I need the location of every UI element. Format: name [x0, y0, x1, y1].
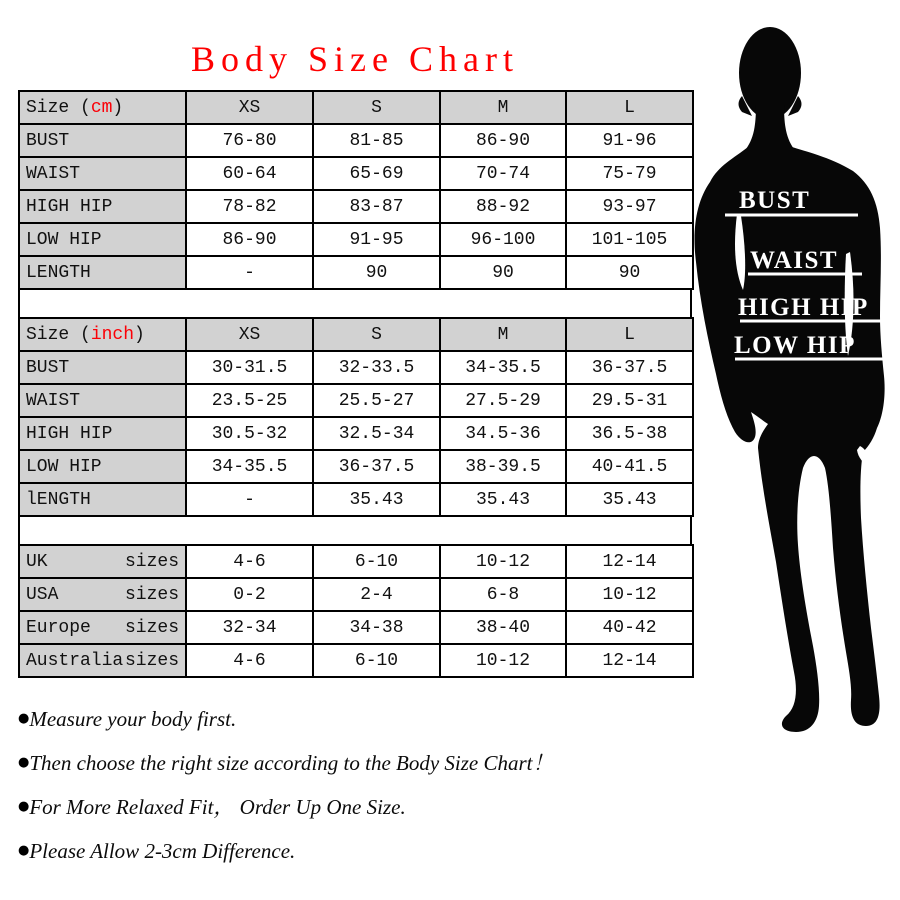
- note-text: Measure your body first.: [29, 707, 237, 731]
- table-cell: 88-92: [440, 190, 566, 223]
- table-cell: 30-31.5: [186, 351, 313, 384]
- note-text: Then choose the right size according to the Body Size Chart！: [29, 751, 554, 775]
- table-cell: 36-37.5: [313, 450, 440, 483]
- region-name: Europe: [26, 617, 91, 638]
- table-cell: 12-14: [566, 545, 693, 578]
- note-line: [18, 707, 678, 731]
- row-label: LOW HIP: [19, 223, 186, 256]
- table-cell: 4-6: [186, 644, 313, 677]
- table-cell: 91-96: [566, 124, 693, 157]
- col-header-xs: XS: [186, 91, 313, 124]
- table-row: [19, 91, 693, 124]
- size-table-cm: [18, 90, 694, 290]
- table-row: [19, 578, 693, 611]
- table-spacer: [18, 517, 692, 544]
- table-row: [19, 644, 693, 677]
- fit-notes: [18, 707, 678, 883]
- col-header-m: M: [440, 91, 566, 124]
- size-unit-header-cell: [19, 91, 186, 124]
- row-label: HIGH HIP: [19, 417, 186, 450]
- table-cell: 32.5-34: [313, 417, 440, 450]
- table-row: [19, 483, 693, 516]
- table-cell: 86-90: [186, 223, 313, 256]
- table-cell: 32-33.5: [313, 351, 440, 384]
- table-cell: 70-74: [440, 157, 566, 190]
- region-name: USA: [26, 584, 59, 605]
- table-cell: 35.43: [313, 483, 440, 516]
- table-cell: 2-4: [313, 578, 440, 611]
- table-cell: 90: [313, 256, 440, 289]
- col-header-xs: XS: [186, 318, 313, 351]
- region-label-cell: [19, 644, 186, 677]
- figure-label-waist: WAIST: [750, 247, 839, 274]
- size-label-close: ): [112, 97, 124, 118]
- sizes-word: sizes: [124, 650, 179, 671]
- sizes-word: sizes: [124, 584, 179, 605]
- table-cell: 4-6: [186, 545, 313, 578]
- table-cell: 36.5-38: [566, 417, 693, 450]
- table-cell: 10-12: [440, 545, 566, 578]
- table-row: [19, 545, 693, 578]
- sizes-word: sizes: [124, 617, 179, 638]
- table-cell: 10-12: [566, 578, 693, 611]
- table-cell: 83-87: [313, 190, 440, 223]
- table-cell: 35.43: [440, 483, 566, 516]
- table-cell: 10-12: [440, 644, 566, 677]
- region-name: Australia: [26, 650, 124, 671]
- figure-label-bust: BUST: [739, 187, 811, 214]
- table-cell: 32-34: [186, 611, 313, 644]
- row-label: LOW HIP: [19, 450, 186, 483]
- table-cell: 36-37.5: [566, 351, 693, 384]
- size-unit-header-cell: [19, 318, 186, 351]
- unit-label: inch: [90, 324, 135, 345]
- table-cell: 38-40: [440, 611, 566, 644]
- note-text: For More Relaxed Fit， Order Up One Size.: [29, 795, 406, 819]
- woman-silhouette-icon: [690, 0, 900, 760]
- note-text: Please Allow 2-3cm Difference.: [29, 839, 296, 863]
- row-label: BUST: [19, 124, 186, 157]
- table-cell: 38-39.5: [440, 450, 566, 483]
- table-row: [19, 256, 693, 289]
- note-line: [18, 795, 678, 819]
- table-cell: 29.5-31: [566, 384, 693, 417]
- table-cell: 96-100: [440, 223, 566, 256]
- size-label-close: ): [134, 324, 145, 345]
- table-row: [19, 417, 693, 450]
- col-header-l: L: [566, 91, 693, 124]
- table-cell: 30.5-32: [186, 417, 313, 450]
- table-cell: -: [186, 483, 313, 516]
- row-label: LENGTH: [19, 256, 186, 289]
- sizes-word: sizes: [124, 551, 179, 572]
- size-table-regions: [18, 544, 694, 678]
- region-label-cell: [19, 545, 186, 578]
- table-row: [19, 450, 693, 483]
- region-label-cell: [19, 578, 186, 611]
- table-cell: 90: [566, 256, 693, 289]
- table-cell: 76-80: [186, 124, 313, 157]
- table-cell: 65-69: [313, 157, 440, 190]
- table-cell: 34-35.5: [440, 351, 566, 384]
- table-cell: 93-97: [566, 190, 693, 223]
- table-row: [19, 223, 693, 256]
- table-cell: 60-64: [186, 157, 313, 190]
- figure-label-low-hip: LOW HIP: [734, 332, 856, 359]
- table-row: [19, 124, 693, 157]
- table-cell: 90: [440, 256, 566, 289]
- table-row: [19, 611, 693, 644]
- col-header-m: M: [440, 318, 566, 351]
- bullet-icon: ●: [18, 799, 30, 814]
- bullet-icon: ●: [18, 843, 30, 858]
- unit-label: cm: [90, 97, 113, 118]
- table-cell: 6-10: [313, 644, 440, 677]
- col-header-l: L: [566, 318, 693, 351]
- table-cell: 6-8: [440, 578, 566, 611]
- table-cell: 6-10: [313, 545, 440, 578]
- row-label: WAIST: [19, 384, 186, 417]
- table-row: [19, 384, 693, 417]
- table-cell: 40-42: [566, 611, 693, 644]
- row-label: WAIST: [19, 157, 186, 190]
- bullet-icon: ●: [18, 755, 30, 770]
- table-cell: 34.5-36: [440, 417, 566, 450]
- table-row: [19, 351, 693, 384]
- page-title: Body Size Chart: [191, 39, 519, 79]
- size-label: Size (: [26, 97, 91, 118]
- table-row: [19, 190, 693, 223]
- size-table-inch: [18, 317, 694, 517]
- region-label-cell: [19, 611, 186, 644]
- region-name: UK: [26, 551, 48, 572]
- table-cell: -: [186, 256, 313, 289]
- table-cell: 86-90: [440, 124, 566, 157]
- table-spacer: [18, 290, 692, 317]
- table-row: [19, 157, 693, 190]
- table-cell: 34-35.5: [186, 450, 313, 483]
- table-row: [19, 318, 693, 351]
- table-cell: 101-105: [566, 223, 693, 256]
- row-label: BUST: [19, 351, 186, 384]
- row-label: lENGTH: [19, 483, 186, 516]
- row-label: HIGH HIP: [19, 190, 186, 223]
- col-header-s: S: [313, 91, 440, 124]
- note-line: [18, 839, 678, 863]
- size-label: Size (: [26, 324, 91, 345]
- table-cell: 78-82: [186, 190, 313, 223]
- table-cell: 12-14: [566, 644, 693, 677]
- col-header-s: S: [313, 318, 440, 351]
- table-cell: 91-95: [313, 223, 440, 256]
- table-cell: 0-2: [186, 578, 313, 611]
- size-tables: [18, 90, 692, 678]
- body-silhouette-figure: [690, 0, 900, 760]
- table-cell: 81-85: [313, 124, 440, 157]
- note-line: [18, 751, 678, 775]
- bullet-icon: ●: [18, 711, 30, 726]
- table-cell: 34-38: [313, 611, 440, 644]
- figure-label-high-hip: HIGH HIP: [738, 294, 869, 321]
- table-cell: 25.5-27: [313, 384, 440, 417]
- table-cell: 40-41.5: [566, 450, 693, 483]
- table-cell: 23.5-25: [186, 384, 313, 417]
- table-cell: 75-79: [566, 157, 693, 190]
- table-cell: 27.5-29: [440, 384, 566, 417]
- table-cell: 35.43: [566, 483, 693, 516]
